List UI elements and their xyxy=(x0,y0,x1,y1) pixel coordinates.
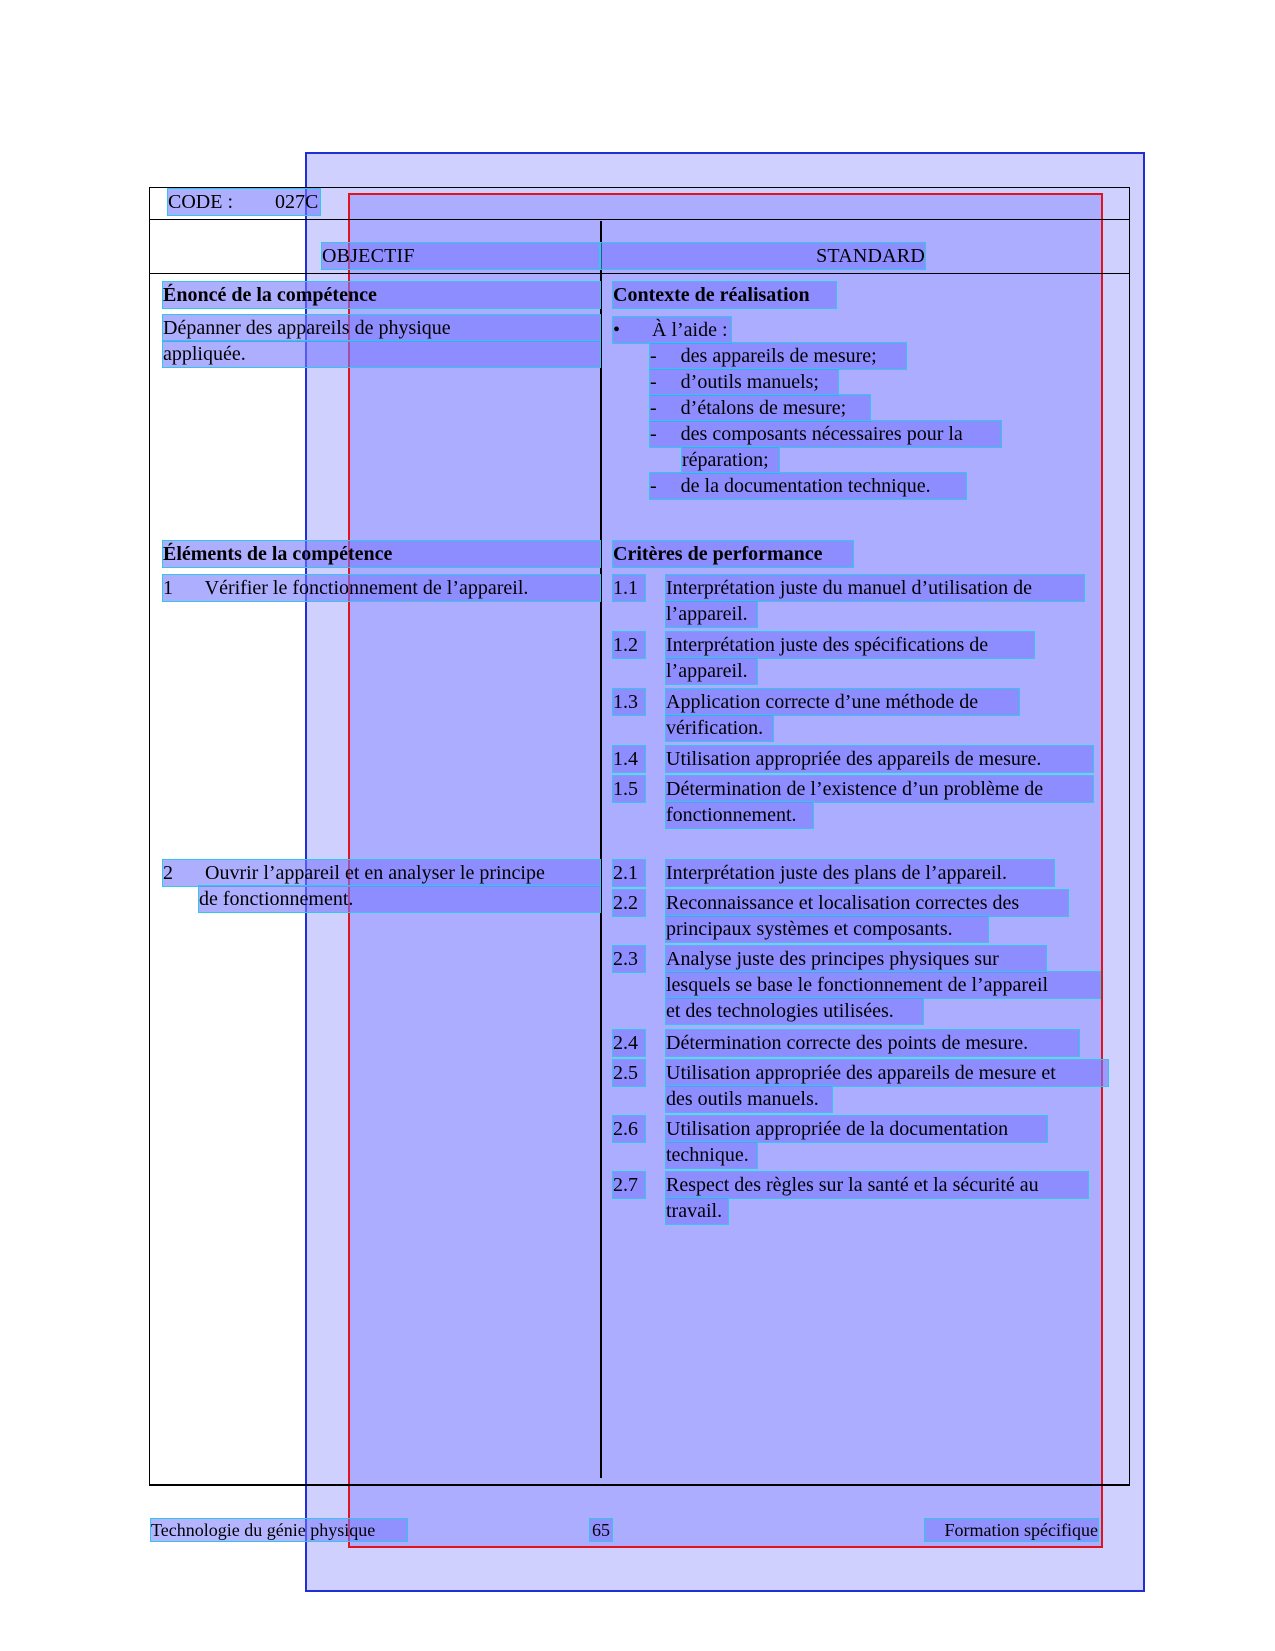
criterion-2-5-line-2: des outils manuels. xyxy=(666,1086,832,1112)
element-2-line-2: de fonctionnement. xyxy=(199,886,600,912)
criterion-2-5-line-1: Utilisation appropriée des appareils de mesure et xyxy=(666,1060,1108,1086)
criterion-2-3-line-1: Analyse juste des principes physiques sur xyxy=(666,946,1046,972)
aide-text: À l’aide : xyxy=(652,319,728,341)
element-2-line-1: Ouvrir l’appareil et en analyser le principe xyxy=(205,862,545,884)
aide-item-3: - d’étalons de mesure; xyxy=(650,395,870,421)
criterion-1-2-number: 1.2 xyxy=(613,632,645,658)
criterion-2-7-line-2: travail. xyxy=(666,1198,728,1224)
criterion-2-3-line-3: et des technologies utilisées. xyxy=(666,998,923,1024)
competency-frame xyxy=(149,187,1130,1485)
aide-item-2: - d’outils manuels; xyxy=(650,369,838,395)
footer-left: Technologie du génie physique xyxy=(151,1519,407,1541)
criterion-1-5-line-2: fonctionnement. xyxy=(666,802,813,828)
dash-icon: - xyxy=(650,475,657,497)
element-1-number: 1 xyxy=(163,577,173,599)
dash-icon: - xyxy=(650,423,657,445)
criterion-2-7-line-1: Respect des règles sur la santé et la sécurité au xyxy=(666,1172,1088,1198)
enonce-line-1: Dépanner des appareils de physique xyxy=(163,315,600,341)
criterion-1-5-line-1: Détermination de l’existence d’un problème de xyxy=(666,776,1093,802)
criterion-2-6-number: 2.6 xyxy=(613,1116,645,1142)
header-divider xyxy=(149,219,1130,220)
criterion-2-3-number: 2.3 xyxy=(613,946,645,972)
criterion-2-1-line-1: Interprétation juste des plans de l’appareil. xyxy=(666,860,1054,886)
criterion-1-3-line-2: vérification. xyxy=(666,715,773,741)
criterion-1-1-line-2: l’appareil. xyxy=(666,601,757,627)
dash-icon: - xyxy=(650,397,657,419)
criterion-2-2-number: 2.2 xyxy=(613,890,645,916)
criterion-1-3-number: 1.3 xyxy=(613,689,645,715)
objectif-heading: OBJECTIF xyxy=(322,243,599,269)
aide-item-4: - des composants nécessaires pour la xyxy=(650,421,1001,447)
code-label: CODE : xyxy=(168,191,233,213)
dash-icon: - xyxy=(650,345,657,367)
enonce-line-2: appliquée. xyxy=(163,341,600,367)
standard-heading: STANDARD xyxy=(601,243,925,269)
criterion-2-5-number: 2.5 xyxy=(613,1060,645,1086)
criterion-2-1-number: 2.1 xyxy=(613,860,645,886)
column-header-divider xyxy=(149,273,1130,274)
element-1 xyxy=(163,575,600,601)
criterion-1-5-number: 1.5 xyxy=(613,776,645,802)
criterion-2-4-line-1: Détermination correcte des points de mesure. xyxy=(666,1030,1079,1056)
code-field xyxy=(168,189,320,215)
enonce-title: Énoncé de la compétence xyxy=(163,282,600,308)
bullet-icon: • xyxy=(613,319,621,341)
page-number: 65 xyxy=(592,1520,610,1540)
criterion-1-3-line-1: Application correcte d’une méthode de xyxy=(666,689,1019,715)
bottom-divider xyxy=(149,1485,1130,1486)
context-title: Contexte de réalisation xyxy=(613,282,836,308)
criterion-2-7-number: 2.7 xyxy=(613,1172,645,1198)
element-2-number: 2 xyxy=(163,862,173,884)
criterion-2-3-line-2: lesquels se base le fonctionnement de l’appareil xyxy=(666,972,1100,998)
criterion-1-1-number: 1.1 xyxy=(613,575,645,601)
criterion-1-4-line-1: Utilisation appropriée des appareils de mesure. xyxy=(666,746,1093,772)
criterion-1-1-line-1: Interprétation juste du manuel d’utilisation de xyxy=(666,575,1084,601)
aide-line xyxy=(613,317,731,343)
element-1-text: Vérifier le fonctionnement de l’appareil. xyxy=(204,577,529,599)
element-2 xyxy=(163,860,600,886)
aide-item-4-continued: réparation; xyxy=(682,447,779,473)
elements-title: Éléments de la compétence xyxy=(163,541,600,567)
criterion-2-6-line-1: Utilisation appropriée de la documentation xyxy=(666,1116,1047,1142)
criterion-2-4-number: 2.4 xyxy=(613,1030,645,1056)
criterion-1-4-number: 1.4 xyxy=(613,746,645,772)
code-value: 027C xyxy=(275,191,319,213)
dash-icon: - xyxy=(650,371,657,393)
criterion-1-2-line-2: l’appareil. xyxy=(666,658,757,684)
aide-item-1: - des appareils de mesure; xyxy=(650,343,906,369)
column-separator xyxy=(600,221,602,1478)
criterion-2-6-line-2: technique. xyxy=(666,1142,757,1168)
footer-right: Formation spécifique xyxy=(925,1519,1098,1541)
criterion-1-2-line-1: Interprétation juste des spécifications de xyxy=(666,632,1034,658)
criterion-2-2-line-2: principaux systèmes et composants. xyxy=(666,916,988,942)
criteria-title: Critères de performance xyxy=(613,541,853,567)
aide-item-5: - de la documentation technique. xyxy=(650,473,966,499)
criterion-2-2-line-1: Reconnaissance et localisation correctes des xyxy=(666,890,1068,916)
